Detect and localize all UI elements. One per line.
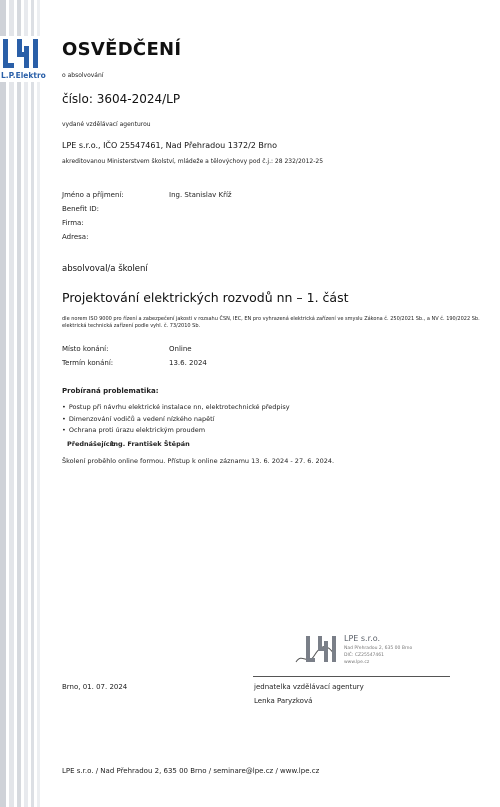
decor-stripe (37, 0, 40, 807)
signer-role: jednatelka vzdělávací agentury (254, 683, 364, 691)
course-title: Projektování elektrických rozvodů nn – 1. část (62, 290, 349, 305)
company-logo (0, 36, 44, 82)
signer-name: Lenka Paryzková (254, 697, 313, 705)
stamp-web: www.lpe.cz (344, 660, 370, 665)
stamp-company: LPE s.r.o. (344, 634, 380, 643)
lecturer-name: Ing. František Štěpán (111, 440, 190, 448)
decor-stripe (0, 0, 6, 807)
lecturer-label: Přednášející: (67, 440, 115, 448)
logo-text: L.P.Elektro (1, 71, 46, 80)
decor-stripe (31, 0, 34, 807)
topics-list (62, 403, 290, 438)
list-item: • Ochrana proti úrazu elektrickým proudem (62, 426, 290, 434)
date-value: 13.6. 2024 (169, 359, 207, 367)
stamp-logo-icon (294, 632, 342, 672)
footer-contact: LPE s.r.o. / Nad Přehradou 2, 635 00 Brno / seminare@lpe.cz / www.lpe.cz (62, 767, 320, 775)
place-and-date: Brno, 01. 07. 2024 (62, 683, 128, 691)
norm-text-line-1: dle norem ISO 9000 pro řízení a zabezpečení jakosti v rozsahu ČSN, IEC, EN pro vyhrazená elektrická zařízení ve smyslu Zákona č. 250/2021 Sb., a NV č. 190/2022 Sb. (62, 316, 480, 322)
company-label: Firma: (62, 219, 84, 227)
signature-line (253, 676, 450, 677)
document-subtitle: o absolvování (62, 72, 104, 79)
document-title: OSVĚDČENÍ (62, 39, 182, 60)
certificate-number: číslo: 3604-2024/LP (62, 92, 181, 106)
place-label: Místo konání: (62, 345, 109, 353)
decor-stripe (17, 0, 21, 807)
norm-text-line-2: elektrická technická zařízení podle vyhl. č. 73/2010 Sb. (62, 323, 201, 329)
decor-stripe (9, 0, 14, 807)
place-value: Online (169, 345, 192, 353)
company-stamp (294, 632, 424, 672)
date-label: Termín konání: (62, 359, 114, 367)
stamp-address: Nad Přehradou 2, 635 00 Brno (344, 646, 413, 651)
stamp-dic: DIČ: CZ25547461 (344, 653, 385, 658)
completed-label: absolvoval/a školení (62, 264, 148, 274)
address-label: Adresa: (62, 233, 89, 241)
organization-line: LPE s.r.o., IČO 25547461, Nad Přehradou 1372/2 Brno (62, 141, 278, 150)
list-item: • Postup při návrhu elektrické instalace nn, elektrotechnické předpisy (62, 403, 290, 411)
course-note: Školení proběhlo online formou. Přístup k online záznamu 13. 6. 2024 - 27. 6. 2024. (62, 457, 335, 465)
name-label: Jméno a příjmení: (62, 191, 124, 199)
decor-stripe (24, 0, 28, 807)
issued-by-label: vydané vzdělávací agenturou (62, 121, 151, 128)
name-value: Ing. Stanislav Kříž (169, 191, 232, 199)
topics-label: Probíraná problematika: (62, 387, 159, 395)
list-item: • Dimenzování vodičů a vedení nízkého napětí (62, 415, 290, 423)
benefit-id-label: Benefit ID: (62, 205, 100, 213)
accreditation-line: akreditovanou Ministerstvem školství, mládeže a tělovýchovy pod č.j.: 28 232/2012-25 (62, 158, 324, 165)
